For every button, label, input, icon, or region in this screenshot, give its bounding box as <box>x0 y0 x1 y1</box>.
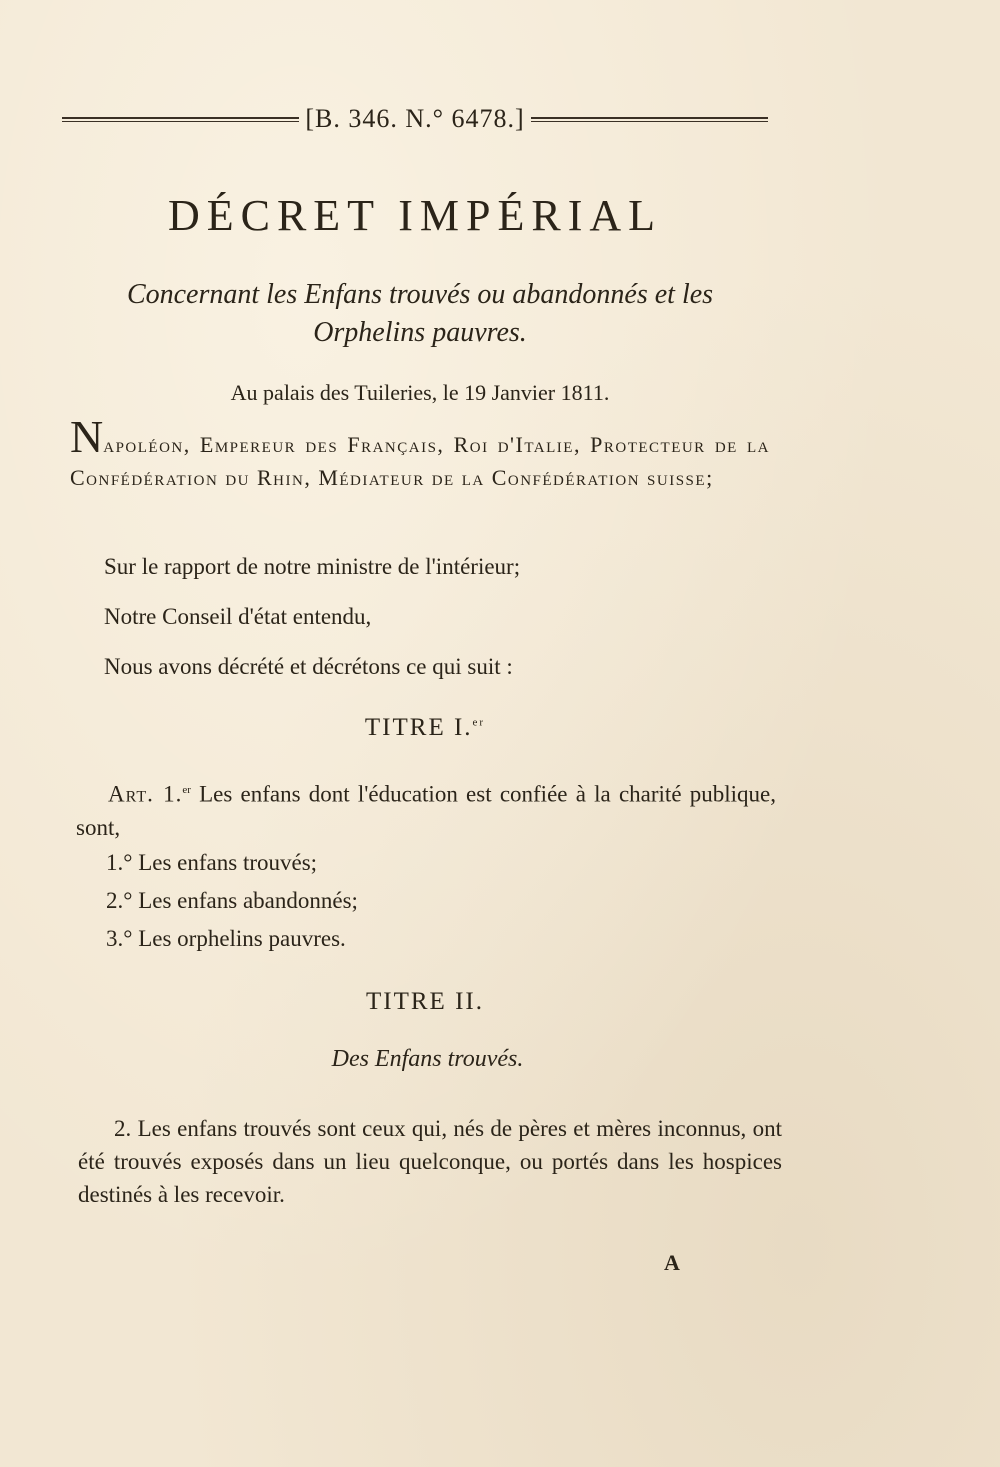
article-1-prefix: Art. 1. <box>108 781 183 807</box>
titre-1-label: TITRE I. <box>364 714 473 741</box>
drop-cap: N <box>70 411 104 462</box>
bulletin-header <box>62 104 768 134</box>
header-rule-right <box>531 117 768 122</box>
list-item <box>106 888 358 914</box>
list-item-text: Les orphelins pauvres. <box>138 926 346 951</box>
list-item-number: 1.° <box>106 850 133 875</box>
bulletin-reference: [B. 346. N.° 6478.] <box>305 104 525 133</box>
list-item <box>106 850 317 876</box>
emperor-titles <box>70 411 770 494</box>
signature-mark: A <box>664 1250 680 1275</box>
decree-subtitle: Concernant les Enfans trouvés ou abandonnés et les Orphelins pauvres. <box>126 279 714 348</box>
article-1 <box>76 774 776 844</box>
article-1-text: Les enfans dont l'éducation est confiée à la charité publique, sont, <box>76 781 776 840</box>
list-item-text: Les enfans trouvés; <box>138 850 318 875</box>
titre-1-heading <box>70 714 780 742</box>
titre-1-sup: er <box>472 716 486 729</box>
titre-2-heading: TITRE II. <box>366 988 484 1015</box>
preamble-line-1: Sur le rapport de notre ministre de l'intérieur; <box>104 554 521 579</box>
list-item-text: Les enfans abandonnés; <box>138 888 358 913</box>
article-2: 2. Les enfans trouvés sont ceux qui, nés de pères et mères inconnus, ont été trouvés exposés dans un lieu quelconque, ou portés dans les hospices destinés à les recevoir. <box>78 1116 782 1207</box>
list-item-number: 3.° <box>106 926 133 951</box>
emperor-titles-text: apoléon, Empereur des Français, Roi d'Italie, Protecteur de la Confédération du Rhin, Médiateur de la Confédération suisse; <box>70 432 770 490</box>
titre-2-subtitle: Des Enfans trouvés. <box>331 1046 524 1072</box>
preamble-line-3: Nous avons décrété et décrétons ce qui suit : <box>104 654 513 679</box>
place-and-date: Au palais des Tuileries, le 19 Janvier 1811. <box>230 380 610 405</box>
preamble-line-2: Notre Conseil d'état entendu, <box>104 604 372 629</box>
header-rule-left <box>62 117 299 122</box>
article-1-sup: er <box>182 784 191 796</box>
list-item <box>106 926 346 952</box>
decree-title: DÉCRET IMPÉRIAL <box>167 191 663 240</box>
list-item-number: 2.° <box>106 888 133 913</box>
